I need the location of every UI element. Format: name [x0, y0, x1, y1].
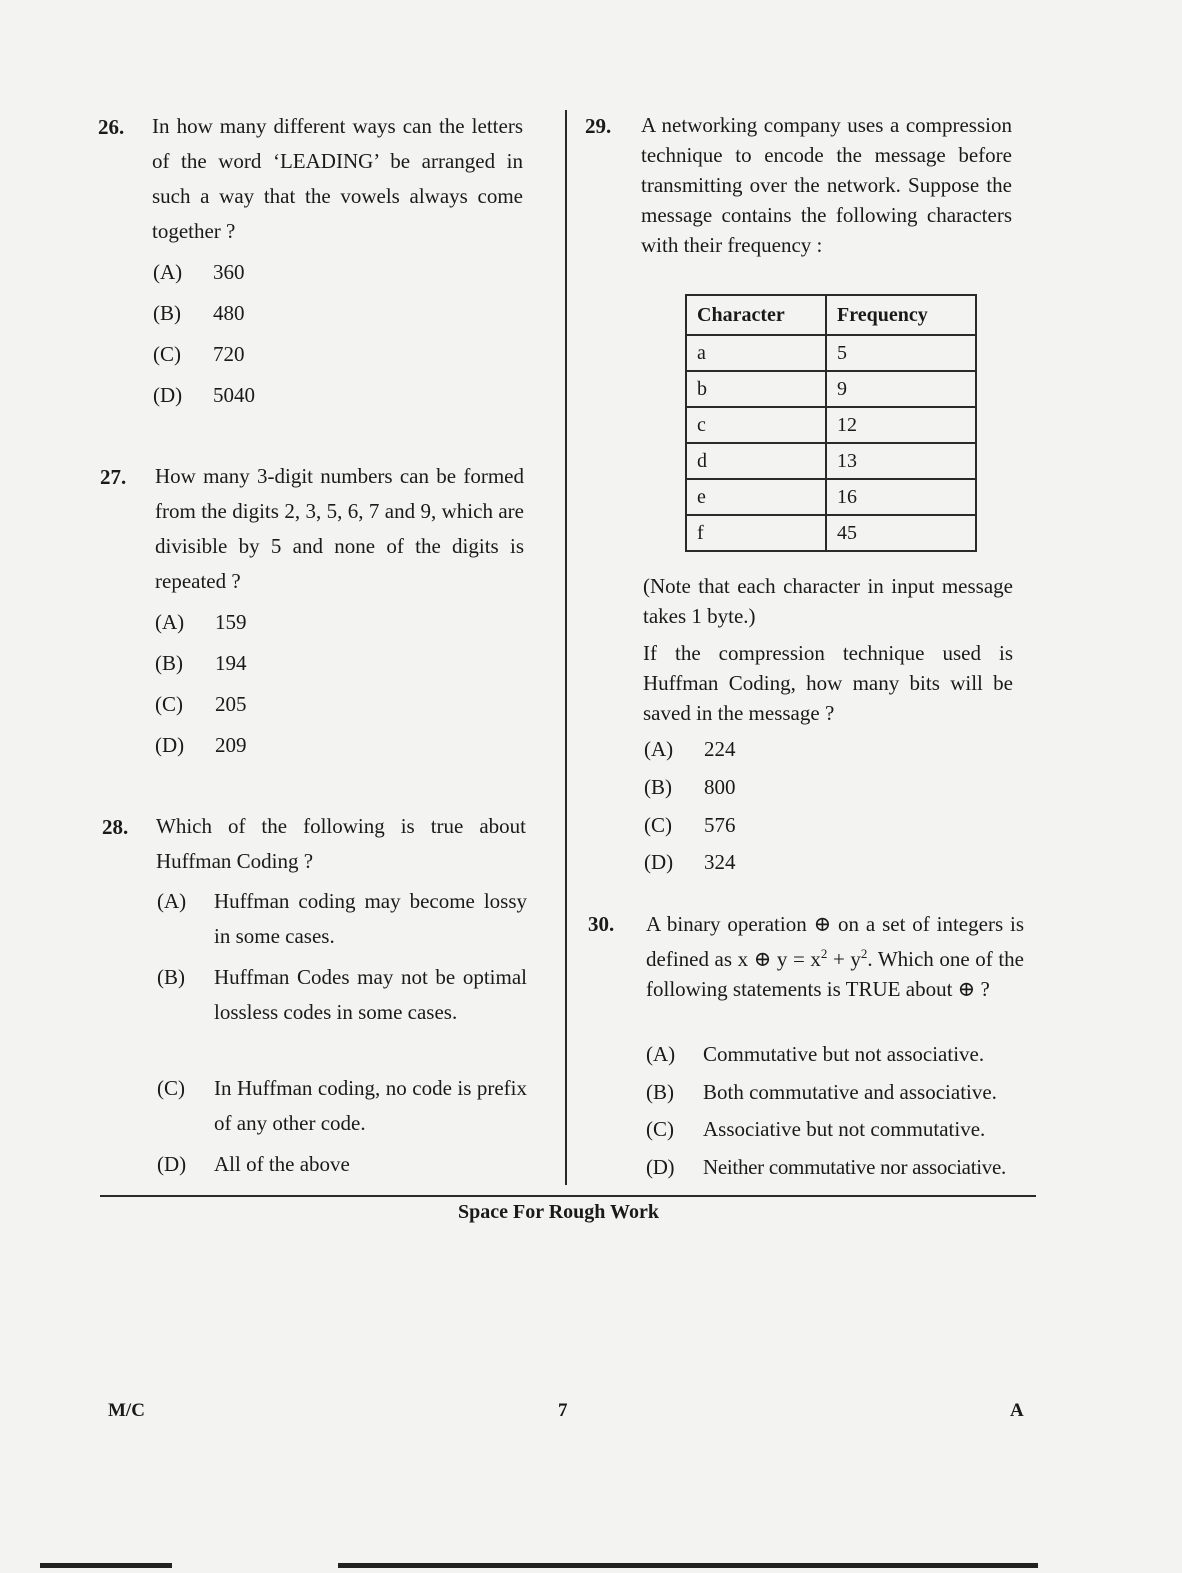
- option-label: (B): [646, 1080, 674, 1104]
- frequency-table: [685, 294, 977, 552]
- table-cell: c: [686, 407, 826, 443]
- option-text: 360: [213, 260, 245, 284]
- column-divider: [565, 110, 567, 1185]
- option-label: (C): [153, 342, 181, 366]
- footer-series: A: [1010, 1400, 1024, 1421]
- table-row: [686, 515, 976, 551]
- superscript: 2: [860, 946, 868, 961]
- question-text: In how many different ways can the letters of the word ‘LEADING’ be arranged in such a way that the vowels always come together ?: [152, 114, 523, 243]
- superscript: 2: [820, 946, 828, 961]
- option-c[interactable]: [153, 342, 245, 367]
- option-text: In Huffman coding, no code is prefix of any other code.: [214, 1076, 527, 1135]
- option-text: 324: [704, 850, 736, 874]
- question-number: 27.: [100, 465, 127, 489]
- option-label: (B): [155, 651, 183, 675]
- option-label: (A): [153, 260, 183, 284]
- option-text: Associative but not commutative.: [703, 1117, 986, 1141]
- option-c[interactable]: [646, 1117, 985, 1142]
- question-text: How many 3-digit numbers can be formed from the digits 2, 3, 5, 6, 7 and 9, which are divisible by 5 and none of the digits is repeated ?: [155, 464, 524, 593]
- option-text: 159: [215, 610, 247, 634]
- table-cell: 5: [826, 335, 976, 371]
- option-text: Both commutative and associative.: [703, 1080, 997, 1104]
- option-label: (A): [157, 889, 187, 913]
- option-label: (D): [155, 733, 185, 757]
- table-cell: f: [686, 515, 826, 551]
- table-cell: e: [686, 479, 826, 515]
- question-prompt: If the compression technique used is Huffman Coding, how many bits will be saved in the message ?: [643, 641, 1013, 725]
- option-d[interactable]: [644, 850, 736, 875]
- option-text: 800: [704, 775, 736, 799]
- option-text: 224: [704, 737, 736, 761]
- option-c[interactable]: [644, 813, 736, 838]
- option-label: (C): [644, 813, 672, 837]
- table-row: [686, 407, 976, 443]
- option-b[interactable]: [646, 1080, 997, 1105]
- option-a[interactable]: [646, 1042, 984, 1067]
- footer-page-number: 7: [558, 1400, 568, 1421]
- option-text: All of the above: [214, 1152, 350, 1176]
- option-d[interactable]: [155, 733, 247, 758]
- option-a[interactable]: [644, 737, 736, 762]
- option-text: 576: [704, 813, 736, 837]
- option-b[interactable]: [644, 775, 736, 800]
- table-cell: d: [686, 443, 826, 479]
- option-a[interactable]: [153, 260, 245, 285]
- question-number: 30.: [588, 912, 615, 936]
- option-b[interactable]: [153, 301, 245, 326]
- option-b[interactable]: [155, 651, 247, 676]
- option-text: 194: [215, 651, 247, 675]
- option-label: (D): [646, 1155, 675, 1179]
- table-cell: a: [686, 335, 826, 371]
- footer-booklet-code: M/C: [108, 1400, 145, 1421]
- question-text: A networking company uses a compression technique to encode the message before transmitting over the network. Suppose the message contains the following characters with their frequency :: [641, 113, 1012, 257]
- option-d[interactable]: [646, 1155, 1006, 1180]
- option-label: (C): [157, 1076, 185, 1100]
- question-text: Which of the following is true about Huffman Coding ?: [156, 814, 526, 873]
- option-label: (D): [153, 383, 183, 407]
- option-label: (C): [646, 1117, 674, 1141]
- scan-edge-mark: [338, 1563, 1038, 1568]
- option-a[interactable]: [155, 610, 247, 635]
- question-number: 26.: [98, 115, 125, 139]
- option-text: 5040: [213, 383, 255, 407]
- table-row: [686, 335, 976, 371]
- question-number: 29.: [585, 114, 612, 138]
- option-label: (B): [153, 301, 181, 325]
- option-text: Huffman Codes may not be optimal lossless codes in some cases.: [214, 965, 527, 1024]
- option-label: (A): [644, 737, 674, 761]
- rough-work-heading: Space For Rough Work: [458, 1201, 659, 1223]
- column-header-frequency: Frequency: [826, 295, 976, 335]
- table-row: [686, 479, 976, 515]
- option-label: (A): [155, 610, 185, 634]
- table-cell: 9: [826, 371, 976, 407]
- option-label: (D): [157, 1152, 187, 1176]
- table-cell: 45: [826, 515, 976, 551]
- rough-work-divider: [100, 1195, 1036, 1197]
- question-note: (Note that each character in input message takes 1 byte.): [643, 574, 1013, 628]
- option-text: 480: [213, 301, 245, 325]
- option-label: (B): [157, 965, 185, 989]
- option-text: 720: [213, 342, 245, 366]
- option-text: 205: [215, 692, 247, 716]
- question-text-part: + y: [827, 947, 861, 971]
- question-text: [646, 909, 1024, 1004]
- question-text-part: A binary operation ⊕ on a set of integers is defined as x ⊕ y = x: [646, 912, 1024, 971]
- option-text: 209: [215, 733, 247, 757]
- option-text: Neither commutative nor associative.: [703, 1155, 1006, 1179]
- question-number: 28.: [102, 815, 129, 839]
- column-header-character: Character: [686, 295, 826, 335]
- question-text-part: . Which one of the following statements is TRUE about ⊕ ?: [646, 947, 1024, 1001]
- table-row: [686, 443, 976, 479]
- table-header-row: [686, 295, 976, 335]
- table-cell: b: [686, 371, 826, 407]
- table-cell: 13: [826, 443, 976, 479]
- option-text: Commutative but not associative.: [703, 1042, 985, 1066]
- table-row: [686, 371, 976, 407]
- option-d[interactable]: [153, 383, 255, 408]
- option-label: (A): [646, 1042, 676, 1066]
- option-c[interactable]: [155, 692, 247, 717]
- table-cell: 12: [826, 407, 976, 443]
- option-label: (B): [644, 775, 672, 799]
- option-text: Huffman coding may become lossy in some cases.: [214, 889, 527, 948]
- option-label: (C): [155, 692, 183, 716]
- option-label: (D): [644, 850, 674, 874]
- table-cell: 16: [826, 479, 976, 515]
- scan-edge-mark: [40, 1563, 172, 1568]
